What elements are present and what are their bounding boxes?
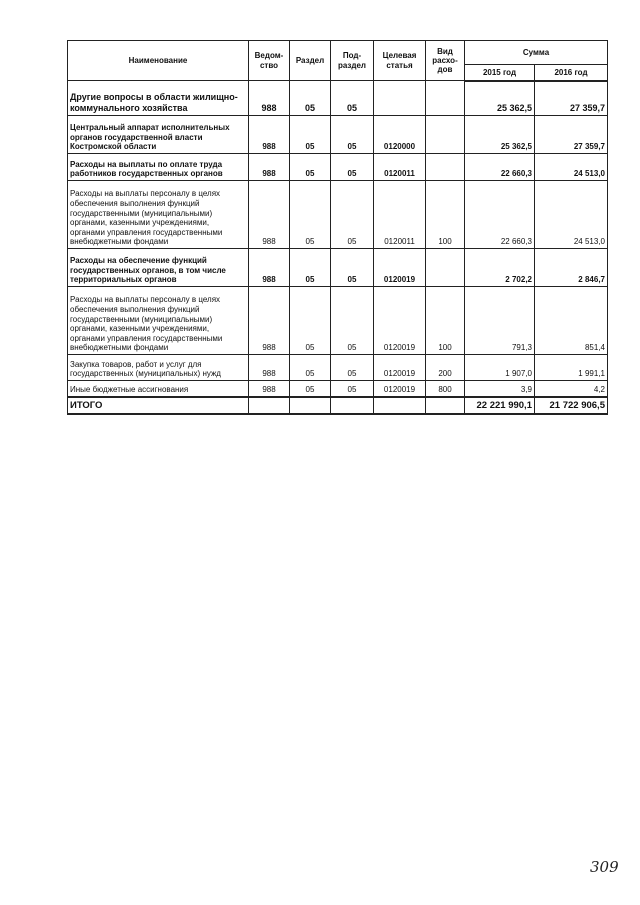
table-row [68, 181, 608, 249]
row-name: Расходы на выплаты персоналу в целях обеспечения выполнения функций государственными (муниципальными) органами, казенными учреждениями, органами управления государственными внебюджетными фондами [68, 181, 249, 249]
row-podrazdel: 05 [331, 116, 374, 154]
row-vid [426, 249, 465, 287]
table-row [68, 116, 608, 154]
row-vid [426, 116, 465, 154]
row-sum-2015: 22 660,3 [465, 181, 535, 249]
header-podrazdel: Под-раздел [331, 41, 374, 81]
row-name: Другие вопросы в области жилищно-коммунального хозяйства [68, 81, 249, 116]
row-vedomstvo: 988 [249, 116, 290, 154]
row-vid [426, 81, 465, 116]
row-statya: 0120019 [374, 381, 426, 397]
row-vid: 800 [426, 381, 465, 397]
page-number: 309 [590, 858, 619, 876]
header-vid: Вид расхо-дов [426, 41, 465, 81]
row-vedomstvo: 988 [249, 154, 290, 181]
row-name: Центральный аппарат исполнительных органов государственной власти Костромской области [68, 116, 249, 154]
table-row [68, 287, 608, 355]
header-vedomstvo: Ведом-ство [249, 41, 290, 81]
row-sum-2016: 24 513,0 [535, 154, 608, 181]
row-statya: 0120019 [374, 249, 426, 287]
row-podrazdel: 05 [331, 355, 374, 381]
row-sum-2016: 1 991,1 [535, 355, 608, 381]
row-sum-2016: 2 846,7 [535, 249, 608, 287]
table-row [68, 249, 608, 287]
row-statya: 0120019 [374, 287, 426, 355]
row-podrazdel: 05 [331, 181, 374, 249]
row-sum-2016: 24 513,0 [535, 181, 608, 249]
row-name: Закупка товаров, работ и услуг для государственных (муниципальных) нужд [68, 355, 249, 381]
total-row [68, 397, 608, 414]
row-sum-2016: 4,2 [535, 381, 608, 397]
row-statya: 0120011 [374, 181, 426, 249]
row-razdel: 05 [290, 287, 331, 355]
total-empty-cell [374, 397, 426, 414]
row-sum-2016: 27 359,7 [535, 116, 608, 154]
header-year-2015: 2015 год [465, 65, 535, 81]
row-vid: 100 [426, 181, 465, 249]
row-sum-2015: 25 362,5 [465, 81, 535, 116]
row-vid: 200 [426, 355, 465, 381]
row-podrazdel: 05 [331, 249, 374, 287]
budget-table-container [67, 40, 607, 415]
header-year-2016: 2016 год [535, 65, 608, 81]
row-vid [426, 154, 465, 181]
row-podrazdel: 05 [331, 381, 374, 397]
row-podrazdel: 05 [331, 81, 374, 116]
row-razdel: 05 [290, 116, 331, 154]
row-statya: 0120019 [374, 355, 426, 381]
row-razdel: 05 [290, 249, 331, 287]
row-vedomstvo: 988 [249, 287, 290, 355]
row-statya: 0120011 [374, 154, 426, 181]
header-razdel: Раздел [290, 41, 331, 81]
row-sum-2015: 2 702,2 [465, 249, 535, 287]
total-label: ИТОГО [68, 397, 249, 414]
row-sum-2016: 27 359,7 [535, 81, 608, 116]
row-podrazdel: 05 [331, 154, 374, 181]
row-razdel: 05 [290, 81, 331, 116]
header-summa: Сумма [465, 41, 608, 65]
row-sum-2015: 25 362,5 [465, 116, 535, 154]
row-name: Расходы на выплаты по оплате труда работников государственных органов [68, 154, 249, 181]
header-name: Наименование [68, 41, 249, 81]
total-sum-2015: 22 221 990,1 [465, 397, 535, 414]
row-name: Расходы на выплаты персоналу в целях обеспечения выполнения функций государственными (муниципальными) органами, казенными учреждениями, органами управления государственными внебюджетными фондами [68, 287, 249, 355]
total-sum-2016: 21 722 906,5 [535, 397, 608, 414]
row-vedomstvo: 988 [249, 249, 290, 287]
row-sum-2015: 22 660,3 [465, 154, 535, 181]
row-vedomstvo: 988 [249, 181, 290, 249]
row-razdel: 05 [290, 381, 331, 397]
row-razdel: 05 [290, 154, 331, 181]
row-vedomstvo: 988 [249, 381, 290, 397]
row-vedomstvo: 988 [249, 81, 290, 116]
row-name: Расходы на обеспечение функций государственных органов, в том числе территориальных органов [68, 249, 249, 287]
total-empty-cell [249, 397, 290, 414]
table-row [68, 355, 608, 381]
row-statya [374, 81, 426, 116]
budget-table [67, 40, 608, 415]
row-razdel: 05 [290, 181, 331, 249]
row-sum-2015: 791,3 [465, 287, 535, 355]
total-empty-cell [290, 397, 331, 414]
row-name: Иные бюджетные ассигнования [68, 381, 249, 397]
row-razdel: 05 [290, 355, 331, 381]
header-statya: Целевая статья [374, 41, 426, 81]
table-row [68, 81, 608, 116]
row-podrazdel: 05 [331, 287, 374, 355]
row-vedomstvo: 988 [249, 355, 290, 381]
total-empty-cell [331, 397, 374, 414]
row-vid: 100 [426, 287, 465, 355]
total-empty-cell [426, 397, 465, 414]
row-sum-2015: 3,9 [465, 381, 535, 397]
row-statya: 0120000 [374, 116, 426, 154]
row-sum-2015: 1 907,0 [465, 355, 535, 381]
table-row [68, 381, 608, 397]
row-sum-2016: 851,4 [535, 287, 608, 355]
table-row [68, 154, 608, 181]
